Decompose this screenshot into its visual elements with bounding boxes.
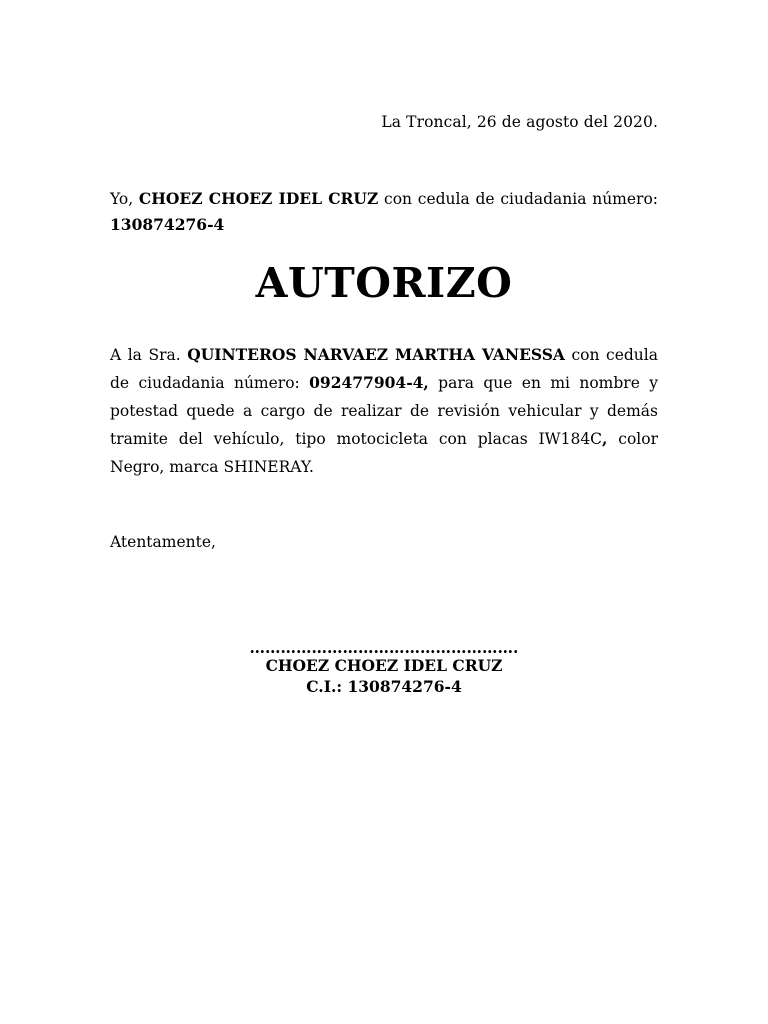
author-name: CHOEZ CHOEZ IDEL CRUZ [138, 189, 379, 208]
signature-line: ……………………………………………. [249, 638, 519, 657]
intro-middle: con cedula de ciudadania número: [378, 190, 659, 208]
body-middle: con cedula de ciudadania número: [110, 346, 658, 392]
signature-name: CHOEZ CHOEZ IDEL CRUZ [265, 656, 503, 675]
body-comma: , [602, 429, 608, 448]
body-text-1: para que en mi nombre y potestad quede a cargo de realizar de revisión vehicular y demás tramite del vehículo, tipo motocicleta con placas IW184C [110, 374, 658, 448]
document-title: AUTORIZO [255, 259, 513, 307]
body-prefix: A la Sra. [110, 346, 188, 364]
body-paragraph [110, 341, 658, 481]
authorized-id-number: 092477904-4, [309, 373, 429, 392]
closing-salutation: Atentamente, [110, 533, 216, 551]
intro-prefix: Yo, [110, 190, 139, 208]
signature-block [0, 638, 768, 697]
signature-ci: C.I.: 130874276-4 [306, 677, 462, 696]
author-id-number: 130874276-4 [110, 215, 225, 234]
authorized-name: QUINTEROS NARVAEZ MARTHA VANESSA [187, 345, 565, 364]
body-text-2: color Negro, marca SHINERAY. [110, 430, 659, 476]
intro-paragraph [110, 186, 658, 238]
date-line: La Troncal, 26 de agosto del 2020. [381, 113, 658, 131]
